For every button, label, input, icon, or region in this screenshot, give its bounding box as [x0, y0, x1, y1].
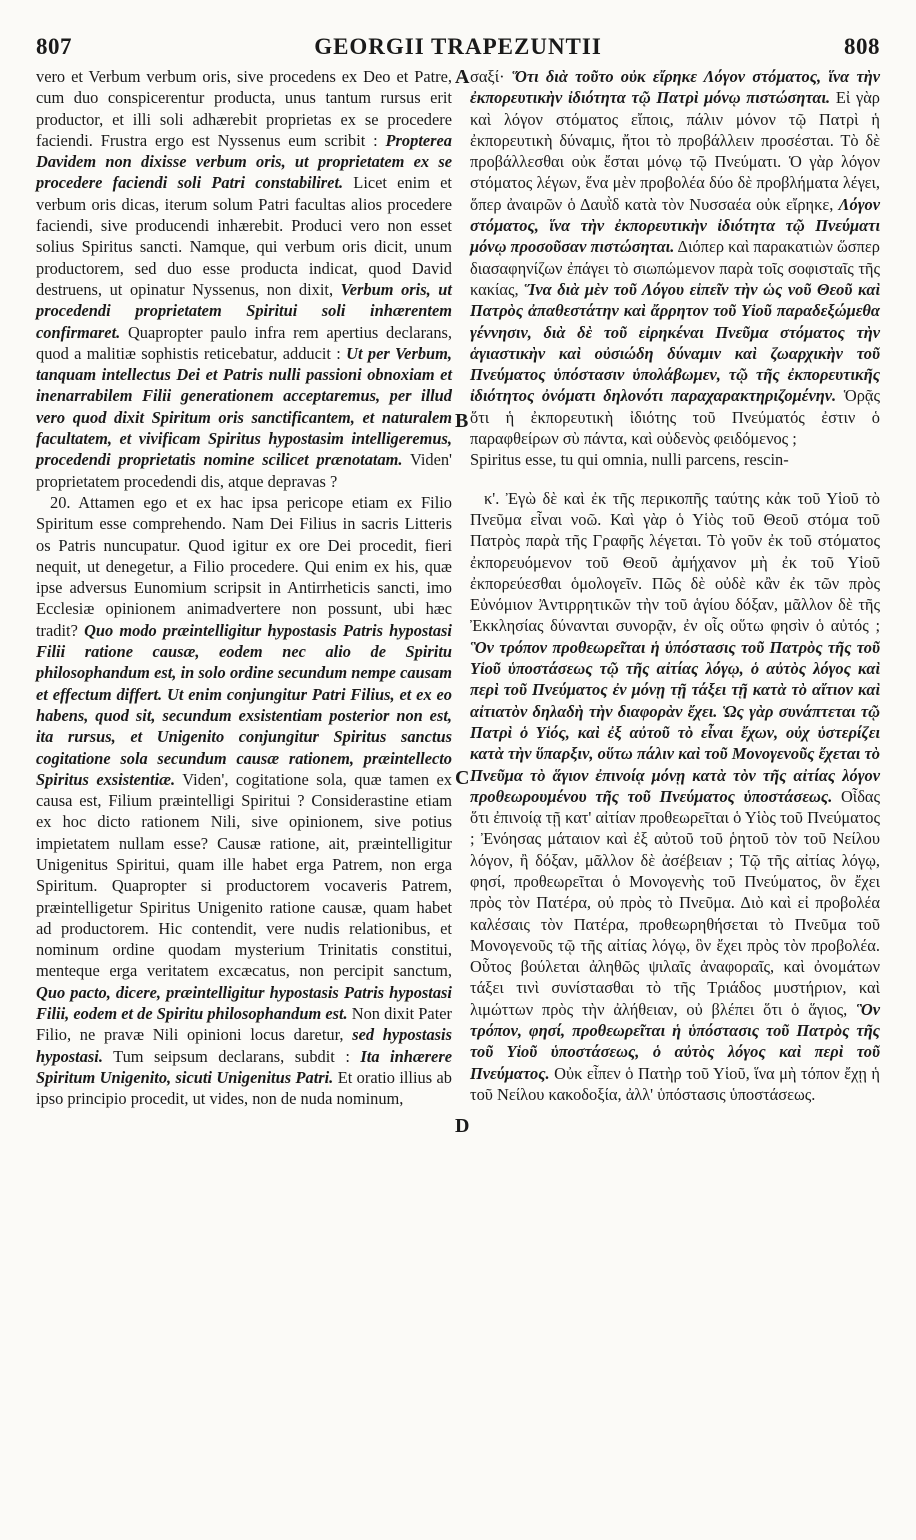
latin-quote: Quo pacto, dicere, præintelligitur hypostasis Patris hypostasi Filii, eodem et de Spiritu philosophandum est. — [36, 982, 452, 1024]
greek-paragraph-2 — [470, 488, 880, 1106]
margin-letter-b: B — [455, 410, 469, 432]
latin-text: Viden' proprietatem procedendi dis, atque depravas ? — [36, 450, 453, 491]
latin-text: 20. Attamen ego et ex hac ipsa pericope etiam ex Filio Spiritum esse comprehendo. Nam Dei Filius in sacris Litteris os Patris nuncupatur. Quod igitur ex ore Dei procedit, fieri nequit, ut denegetur, a Filio procedere. Qui enim ex his, quæ ipse adversus Eunomium scripsit in Antirrheticis sancti, imo Ecclesiæ opinionem animadvertere non possunt, ubi hæc tradit? — [36, 492, 452, 640]
greek-text: κ'. Ἐγὼ δὲ καὶ ἐκ τῆς περικοπῆς ταύτης κἀκ τοῦ Υἱοῦ τὸ Πνεῦμα εἶναι νοῶ. Καὶ γὰρ ὁ Υἱὸς τοῦ Θεοῦ στόμα τοῦ Πατρὸς παρὰ τῆς Γραφῆς λέγεται. Τὸ γοῦν ἐκ τοῦ στόματος ἐκπορευόμενον τοῦ Θεοῦ ἀμήχανον μὴ ἐκ τοῦ Υἱοῦ ἐκπορεύεσθαι ὁμολογεῖν. Πῶς δὲ οὐδὲ κἂν ἐκ τῶν πρὸς Εὐνόμιον Ἀντιρρητικῶν τὴν τοῦ ἁγίου δόξαν, μᾶλλον δὲ τῆς Ἐκκλησίας δύνανται συνορᾷν, ἐν οἷς οὕτω φησὶν ὁ αὐτός ; — [470, 488, 880, 636]
latin-quote: Ut per Verbum, tanquam intellectus Dei et Patris nulli passioni obnoxiam et inenarrabilem Filii generationem acceptaremus, per illud vero quod dixit Spiritum oris sanctificantem, et naturalem facultatem, et vivificam Spiritus hypostasim intelligeremus, procedendi proprietatis nomine scilicet prænotatam. — [36, 343, 452, 470]
latin-continuation-line: Spiritus esse, tu qui omnia, nulli parcens, rescin- — [470, 450, 789, 470]
page-number-left: 807 — [36, 34, 72, 59]
greek-text: Διόπερ καὶ παρακατιὼν ὥσπερ διασαφηνίζων ἐπάγει τὸ σιωπώμενον παρὰ τοῖς σοφισταῖς τῆς κακίας, — [470, 237, 880, 299]
margin-letter-a: A — [455, 66, 470, 88]
greek-text: Ὁρᾷς ὅτι ἡ ἐκπορευτικὴ ἰδιότης τοῦ Πνεύματός ἐστιν ὁ παραφθείρων σὺ πάντα, καὶ οὐδενὸς φειδόμενος ; — [470, 386, 880, 449]
latin-quote: Quo modo præintelligitur hypostasis Patris hypostasi Filii ratione causæ, eodem nec alio de Spiritu philosophandum est, in solo ordine secundum nempe causam et effectum differt. Ut enim conjungitur Patri Filius, et ex eo habens, quod sit, secundum exsistentiam posterior non est, ita rursus, et Unigenito conjungitur Spiritus sanctus cogitatione sola secundum causæ rationem, præintellecto Spiritus exsistentiæ. — [36, 620, 452, 789]
greek-text: σαξί· — [470, 67, 512, 86]
latin-text: vero et Verbum verbum oris, sive procedens ex Deo et Patre, cum duo conspicerentur producta, unus tantum rursus erit productor, et illi soli adhærebit proprietas ex se procedere faciendi. Frustra ergo est Nyssenus eum scribit : — [36, 67, 452, 150]
greek-paragraph-1 — [470, 66, 880, 449]
latin-text: Viden', cogitatione sola, quæ tamen ex causa est, Filium præintelligi Spiritui ? Considerastine etiam ex hoc dicto rationem Nili, sive opinionem, sive potius impietatem nullam esse? Causæ ratione, ait, præintelligitur Unigenitus Spiritui, quam ille habet erga Patrem, non erga Spiritum. Quapropter si productorem vocaveris Patrem, præintelligetur Spiritus Unigenito ratione causæ, quam habet ad productorem. Hic contendit, vere nudis relationibus, et nominum ordine quodam mysterium Trinitatis constitui, menteque erga veritatem excæcatus, non percipit sanctum, — [36, 769, 453, 981]
greek-quote: Ὅτι διὰ τοῦτο οὐκ εἴρηκε Λόγον στόματος, ἵνα τὴν ἐκπορευτικὴν ἰδιότητα τῷ Πατρὶ μόνῳ πιστώσηται. — [470, 67, 880, 108]
running-title: GEORGII TRAPEZUNTII — [314, 34, 602, 59]
latin-quote: Ita inhærere Spiritum Unigenito, sicuti Unigenitus Patri. — [36, 1046, 452, 1087]
latin-quote: Propterea Davidem non dixisse verbum oris, ut proprietatem ex se procedere faciendi soli Patri constabiliret. — [36, 130, 452, 193]
greek-text: Οἶδας ὅτι ἐπινοίᾳ τῇ κατ' αἰτίαν προθεωρεῖται ὁ Υἱὸς τοῦ Πνεύματος ; Ἐνόησας μάταιον καὶ ἐξ αὐτοῦ τοῦ ῥητοῦ τὸν τοῦ Νείλου λόγον, ἢ δόξαν, μᾶλλον δὲ ἀσέβειαν ; Τῷ τῆς αἰτίας λόγῳ, φησί, προθεωρεῖται ὁ Μονογενὴς τοῦ Πνεύματος, ὃν ἔχει πρὸς τὸν Πατέρα, οὐ πρὸς τὸ Πνεῦμα. Διὸ καὶ εἰ προβολέα καλέσαις τὸν Πατέρα, προθεωρηθήσεται τὸ Πνεῦμα τοῦ Μονογενοῦς τῷ τῆς αἰτίας λόγῳ, ὃν ἔχει πρὸς τὸν προβολέα. Οὗτος βούλεται ἀληθῶς ψιλαῖς ἀναφοραῖς, καὶ ὀνομάτων τάξει τινὶ συνίστασθαι τὸ τῆς Τριάδος μυστήριον, καὶ λιμώττων πρὸς τὴν ἀλήθειαν, οὐ βλέπει ὅτι ὁ ἅγιος, — [470, 786, 880, 1019]
greek-quote: Ὃν τρόπον προθεωρεῖται ἡ ὑπόστασις τοῦ Πατρὸς τῆς τοῦ Υἱοῦ ὑποστάσεως τῷ τῆς αἰτίας λόγῳ, ὁ αὐτὸς λόγος καὶ περὶ τοῦ Πνεύματος ἐν μόνῃ τῇ τάξει τῇ κατὰ τὸ αἴτιον καὶ αἰτιατὸν δηλαδὴ τὴν διαφορὰν ἔχει. Ὡς γὰρ συνάπτεται τῷ Πατρὶ ὁ Υἱός, καὶ ἐξ αὐτοῦ τὸ εἶναι ἔχων, οὐχ ὑστερίζει κατὰ τὴν ὕπαρξιν, οὕτω πάλιν καὶ τοῦ Μονογενοῦς ἔχεται τὸ Πνεῦμα τὸ ἅγιον ἐπινοίᾳ μόνῃ κατὰ τὸν τῆς αἰτίας λόγον προθεωρουμένου τῆς τοῦ Πνεύματος ὑποστάσεως. — [470, 637, 880, 806]
latin-text: Tum seipsum declarans, subdit : — [102, 1046, 361, 1066]
page-number-right: 808 — [844, 34, 880, 59]
latin-text: Et oratio illius ab ipso principio procedit, ut vides, non de nuda nominum, — [36, 1067, 452, 1109]
greek-quote: Ἵνα διὰ μὲν τοῦ Λόγου εἰπεῖν τὴν ὡς νοῦ Θεοῦ καὶ Πατρὸς ἀπαθεστάτην καὶ ἄρρητον τοῦ Υἱοῦ παραδεξώμεθα γέννησιν, διὰ δὲ τοῦ εἰρηκέναι Πνεῦμα στόματος τὴν ἁγιαστικὴν καὶ οὐσιώδη δύναμιν καὶ ζωαρχικὴν τοῦ Πνεύματος ὑπόστασιν ὑπολάβωμεν, τῷ τῆς ἐκπορευτικῆς ἰδιότητος ὀνόματι δηλονότι παραχαρακτηριζομένην. — [470, 279, 880, 406]
greek-text: Οὐκ εἶπεν ὁ Πατὴρ τοῦ Υἱοῦ, ἵνα μὴ τόπον ἔχῃ ἡ τοῦ Νείλου κακοδοξία, ἀλλ' ὑπόστασις ὑποστάσεως. — [470, 1063, 880, 1104]
latin-text: Quapropter paulo infra rem apertius declarans, quod a malitiæ sophistis reticebatur, adducit : — [36, 322, 452, 363]
latin-quote: sed hypostasis hypostasi. — [36, 1025, 452, 1066]
margin-letter-d: D — [455, 1115, 470, 1137]
greek-quote: Ὃν τρόπον, φησί, προθεωρεῖται ἡ ὑπόστασις τοῦ Πατρὸς τῆς τοῦ Υἱοῦ ὑποστάσεως, ὁ αὐτὸς λόγος καὶ περὶ τοῦ Πνεύματος. — [470, 999, 880, 1083]
greek-column — [470, 66, 880, 1105]
greek-quote: Λόγον στόματος, ἵνα τὴν ἐκπορευτικὴν ἰδιότητα τῷ Πνεύματι μόνῳ προσοῦσαν πιστώσηται. — [470, 194, 880, 257]
latin-paragraph-1 — [36, 66, 452, 492]
latin-text: Licet enim et verbum oris dicas, iterum solum Patri facultas alios procedere faciendi, sive producendi inhærebit. Produci vero non esset solius Spiritus sancti. Namque, qui verbum oris dicit, unum productorem, sed duo esse producta indicat, quod David destruens, ut opinatur Nyssenus, non dixit, — [36, 173, 452, 299]
margin-letter-c: C — [455, 767, 470, 789]
latin-text: Non dixit Pater Filio, ne pravæ Nili opinioni locus daretur, — [36, 1004, 452, 1045]
latin-paragraph-2 — [36, 492, 452, 1110]
latin-column — [36, 66, 452, 1110]
greek-text: Εἰ γὰρ καὶ λόγον στόματος εἴποις, πάλιν μόνον τῷ Πατρὶ ἡ ἐκπορευτικὴ δύναμις, ἤτοι τὸ προβάλλειν προσέσται. Τὸ δὲ προβάλλεσθαι οὐκ ἔσται μόνῳ τῷ Πνεύματι. Ὁ γὰρ λόγον στόματος λέγων, ἕνα μὲν προβολέα δύο δὲ προβλήματα λέγει, ὅπερ ἀναιρῶν ὁ Δαυῒδ κατὰ τὸν Νυσσαέα οὐκ εἴρηκε, — [470, 88, 880, 214]
latin-quote: Verbum oris, ut procedendi proprietatem Spiritui soli inhærentem confirmaret. — [36, 279, 452, 342]
